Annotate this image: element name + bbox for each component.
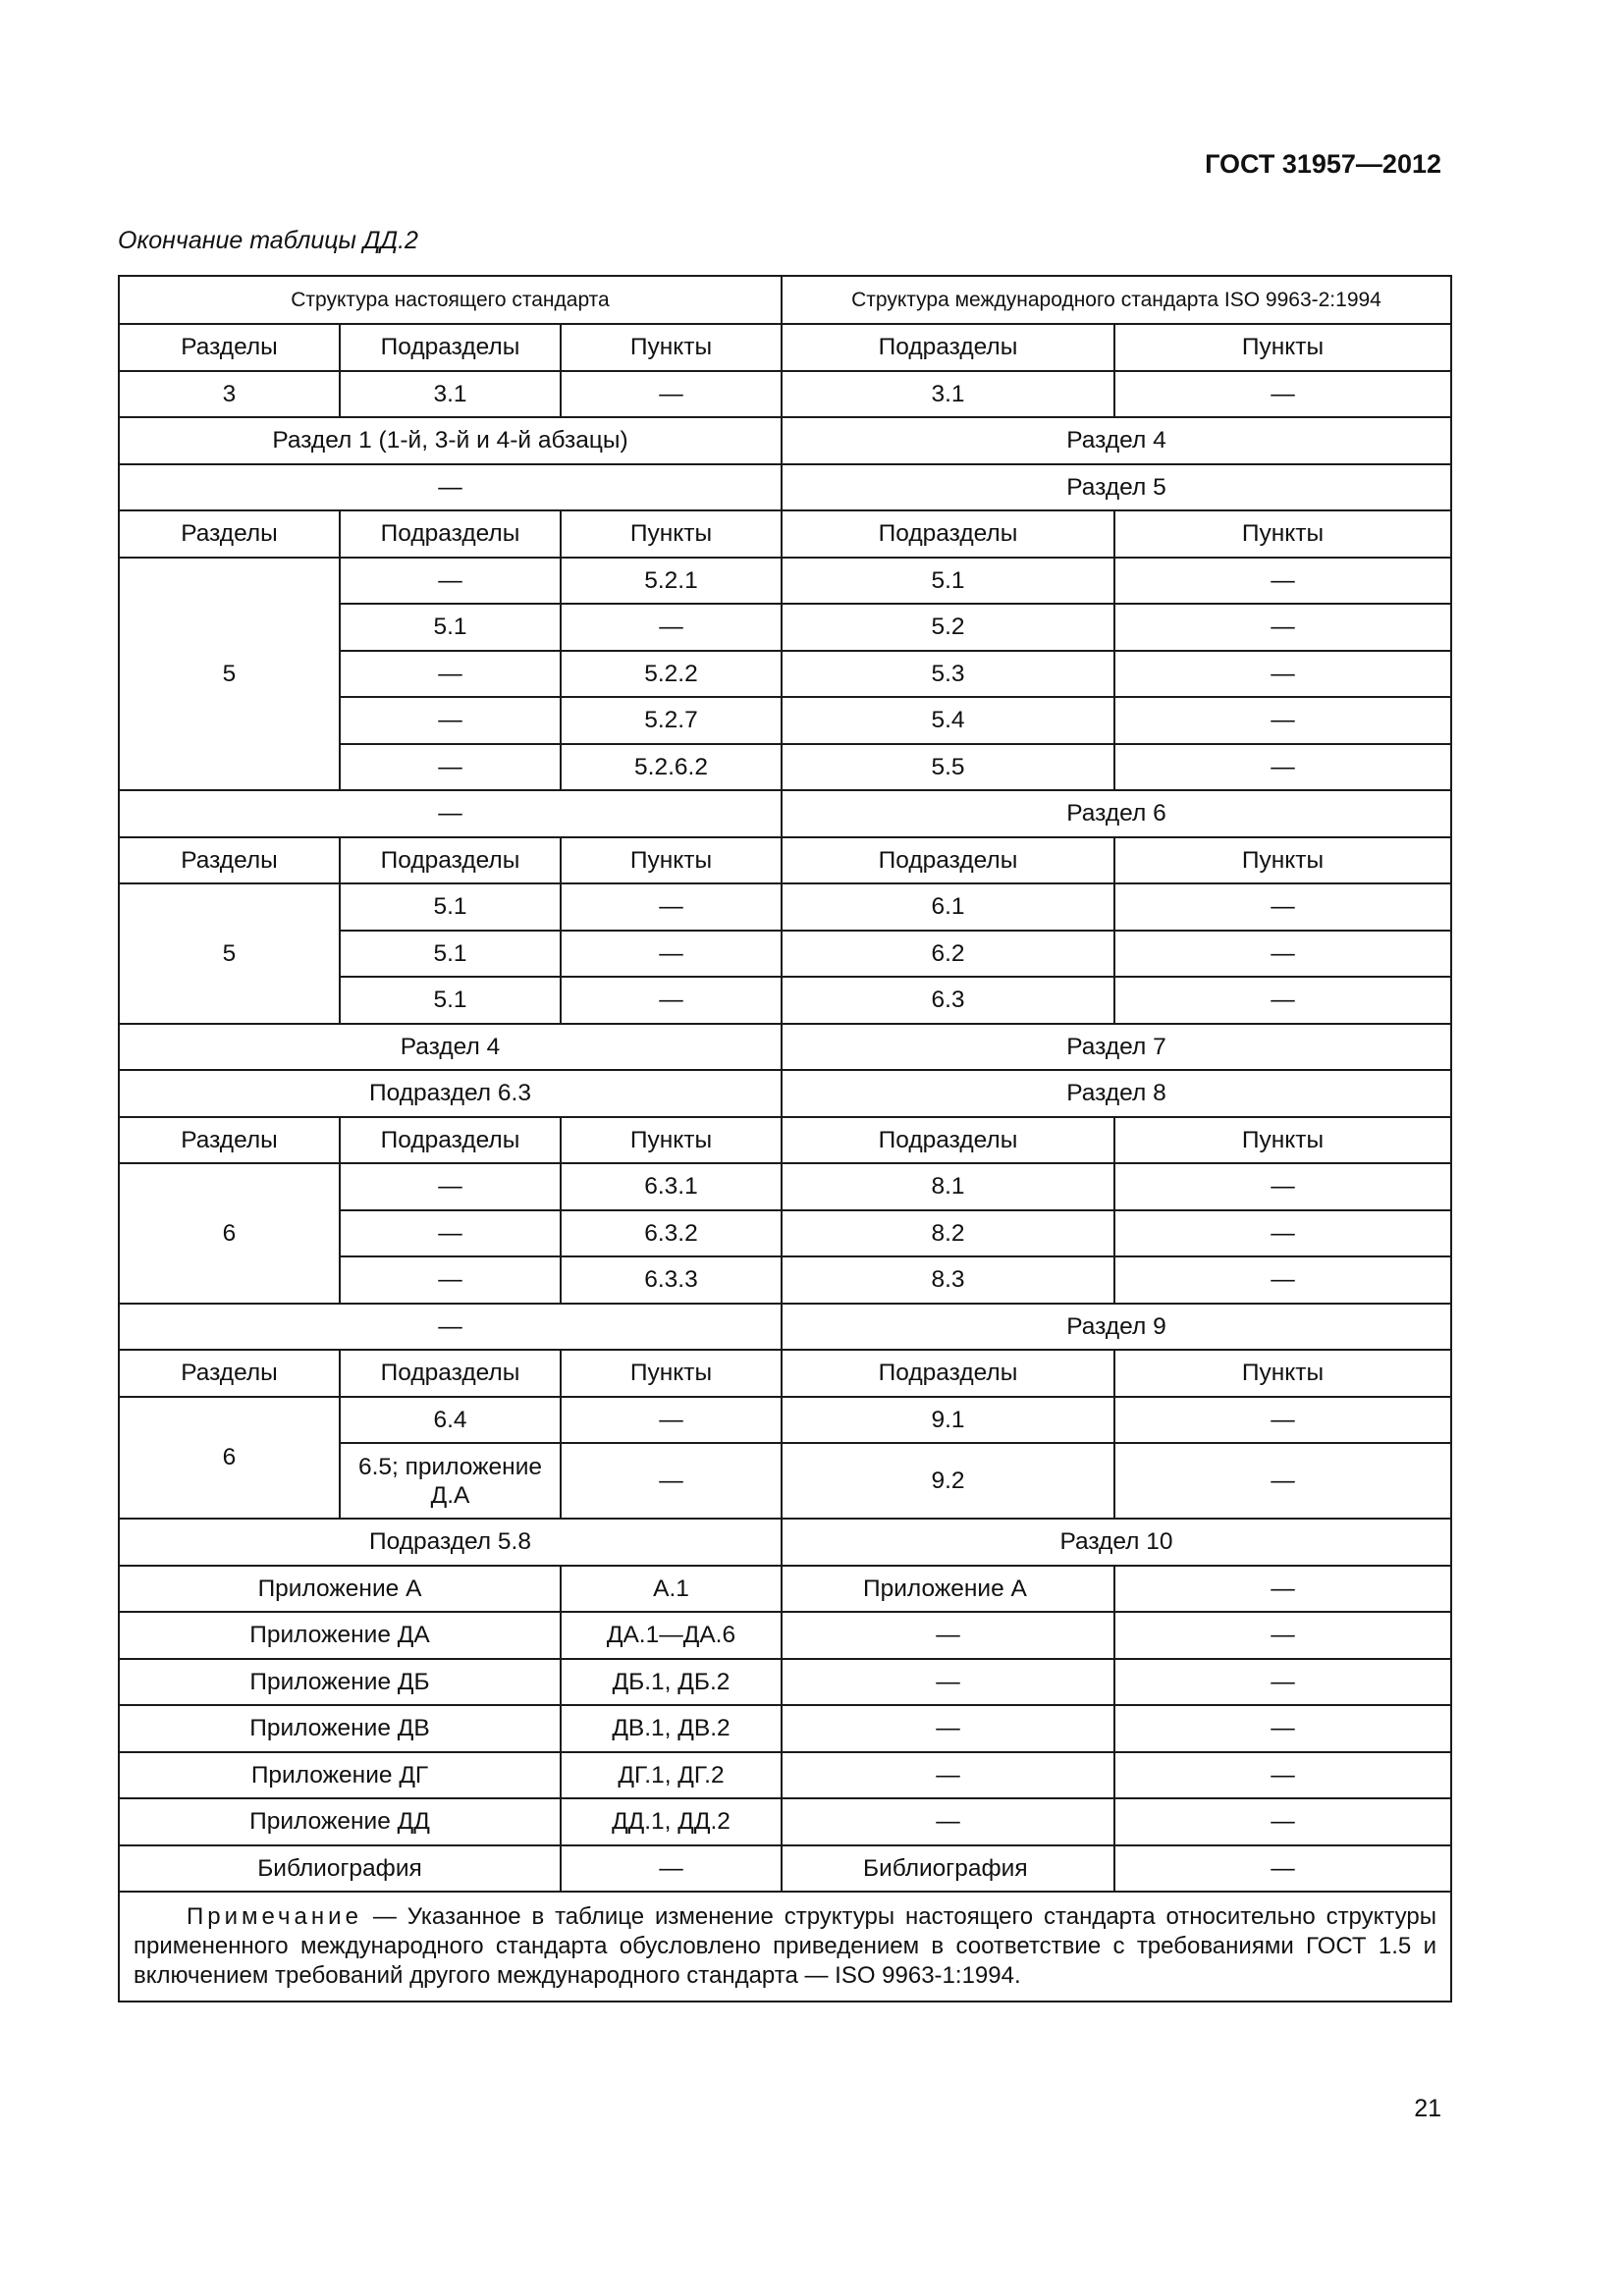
col-subsections-iso: Подразделы xyxy=(782,324,1114,371)
table-cell: 3 xyxy=(119,371,340,418)
annex-row xyxy=(119,1705,1451,1752)
table-cell: 5.5 xyxy=(782,744,1114,791)
span-cell: Раздел 8 xyxy=(782,1070,1451,1117)
col-clauses-iso: Пункты xyxy=(1114,324,1451,371)
table-cell: Библиография xyxy=(119,1845,561,1893)
column-headers-row xyxy=(119,510,1451,558)
table-cell: ДА.1—ДА.6 xyxy=(561,1612,782,1659)
table-cell: — xyxy=(1114,1163,1451,1210)
table-cell: 6.1 xyxy=(782,883,1114,931)
note-label: Примечание xyxy=(187,1903,362,1930)
section-span-row xyxy=(119,1024,1451,1071)
span-cell: Раздел 7 xyxy=(782,1024,1451,1071)
table-cell: — xyxy=(1114,1845,1451,1893)
table-cell: 5.1 xyxy=(782,558,1114,605)
table-cell: — xyxy=(1114,977,1451,1024)
col-subsections: Подразделы xyxy=(340,1117,561,1164)
table-row xyxy=(119,371,1451,418)
col-clauses: Пункты xyxy=(561,1350,782,1397)
table-cell: 5.1 xyxy=(340,977,561,1024)
table-cell: 5.2.7 xyxy=(561,697,782,744)
table-row xyxy=(119,1397,1451,1444)
table-row xyxy=(119,558,1451,605)
col-subsections: Подразделы xyxy=(340,1350,561,1397)
note-row xyxy=(119,1892,1451,2002)
table-cell: — xyxy=(1114,744,1451,791)
table-cell: ДД.1, ДД.2 xyxy=(561,1798,782,1845)
table-cell: — xyxy=(782,1659,1114,1706)
section-span-row xyxy=(119,464,1451,511)
table-cell: Приложение ДБ xyxy=(119,1659,561,1706)
annex-row xyxy=(119,1612,1451,1659)
annex-row xyxy=(119,1566,1451,1613)
span-cell: Раздел 9 xyxy=(782,1304,1451,1351)
table-cell: Приложение ДГ xyxy=(119,1752,561,1799)
column-headers-row xyxy=(119,1350,1451,1397)
table-caption: Окончание таблицы ДД.2 xyxy=(118,227,418,254)
span-cell: Раздел 6 xyxy=(782,790,1451,837)
table-cell: — xyxy=(340,651,561,698)
table-cell: — xyxy=(1114,1210,1451,1257)
table-cell: 6.5; приложение Д.А xyxy=(340,1443,561,1519)
column-headers-row xyxy=(119,1117,1451,1164)
table-cell: — xyxy=(1114,371,1451,418)
table-cell: — xyxy=(1114,1566,1451,1613)
table-cell: — xyxy=(340,558,561,605)
col-sections: Разделы xyxy=(119,837,340,884)
table-cell: Приложение ДВ xyxy=(119,1705,561,1752)
table-cell: Приложение А xyxy=(782,1566,1114,1613)
table-cell: — xyxy=(782,1798,1114,1845)
table-cell: — xyxy=(561,1397,782,1444)
table-cell: — xyxy=(782,1612,1114,1659)
col-sections: Разделы xyxy=(119,510,340,558)
table-cell: 5.1 xyxy=(340,931,561,978)
col-clauses-iso: Пункты xyxy=(1114,837,1451,884)
table-cell: 5.4 xyxy=(782,697,1114,744)
note-text: — Указанное в таблице изменение структуры настоящего стандарта относительно структуры примененного международного стандарта обусловлено приведением в соответствие с требованиями ГОСТ 1.5 и включением требований другого международного стандарта — ISO 9963-1:1994. xyxy=(134,1903,1436,1989)
table-cell: — xyxy=(340,697,561,744)
span-cell: Раздел 10 xyxy=(782,1519,1451,1566)
page-number: 21 xyxy=(1414,2095,1441,2122)
table-cell: — xyxy=(561,931,782,978)
annex-row xyxy=(119,1659,1451,1706)
table-cell: — xyxy=(1114,651,1451,698)
table-cell: — xyxy=(1114,883,1451,931)
col-subsections: Подразделы xyxy=(340,837,561,884)
table-cell: — xyxy=(561,1443,782,1519)
table-cell: — xyxy=(1114,1752,1451,1799)
table-cell: 5.2.6.2 xyxy=(561,744,782,791)
table-cell: 9.2 xyxy=(782,1443,1114,1519)
table-row xyxy=(119,883,1451,931)
col-sections: Разделы xyxy=(119,1117,340,1164)
span-cell: — xyxy=(119,1304,782,1351)
span-cell: Подраздел 6.3 xyxy=(119,1070,782,1117)
table-cell: 5.1 xyxy=(340,604,561,651)
section-span-row xyxy=(119,1070,1451,1117)
document-code: ГОСТ 31957—2012 xyxy=(1205,149,1441,179)
table-cell: — xyxy=(561,371,782,418)
table-cell: — xyxy=(340,1163,561,1210)
table-row xyxy=(119,1163,1451,1210)
table-cell: Приложение ДД xyxy=(119,1798,561,1845)
col-clauses-iso: Пункты xyxy=(1114,1117,1451,1164)
annex-row xyxy=(119,1752,1451,1799)
col-clauses: Пункты xyxy=(561,837,782,884)
table-header-row xyxy=(119,276,1451,324)
header-this-standard: Структура настоящего стандарта xyxy=(119,276,782,324)
table-cell: 8.1 xyxy=(782,1163,1114,1210)
table-cell: ДГ.1, ДГ.2 xyxy=(561,1752,782,1799)
col-clauses-iso: Пункты xyxy=(1114,510,1451,558)
span-cell: Раздел 1 (1-й, 3-й и 4-й абзацы) xyxy=(119,417,782,464)
span-cell: — xyxy=(119,464,782,511)
table-cell: 5.2.1 xyxy=(561,558,782,605)
table-cell: — xyxy=(1114,1659,1451,1706)
table-cell: — xyxy=(1114,1798,1451,1845)
table-cell: — xyxy=(782,1705,1114,1752)
col-clauses: Пункты xyxy=(561,1117,782,1164)
section-span-row xyxy=(119,790,1451,837)
column-headers-row xyxy=(119,324,1451,371)
structure-comparison-table xyxy=(118,275,1452,2002)
table-cell: 6.3.3 xyxy=(561,1256,782,1304)
section-number-cell: 5 xyxy=(119,558,340,791)
section-number-cell: 5 xyxy=(119,883,340,1024)
table-cell: Приложение ДА xyxy=(119,1612,561,1659)
table-cell: — xyxy=(561,1845,782,1893)
span-cell: Раздел 4 xyxy=(782,417,1451,464)
section-number-cell: 6 xyxy=(119,1397,340,1520)
section-span-row xyxy=(119,417,1451,464)
section-span-row xyxy=(119,1519,1451,1566)
table-cell: 3.1 xyxy=(340,371,561,418)
col-subsections: Подразделы xyxy=(340,324,561,371)
span-cell: Раздел 4 xyxy=(119,1024,782,1071)
col-subsections: Подразделы xyxy=(340,510,561,558)
col-sections: Разделы xyxy=(119,1350,340,1397)
header-international-standard: Структура международного стандарта ISO 9963-2:1994 xyxy=(782,276,1451,324)
column-headers-row xyxy=(119,837,1451,884)
table-cell: 3.1 xyxy=(782,371,1114,418)
table-cell: 8.3 xyxy=(782,1256,1114,1304)
span-cell: Подраздел 5.8 xyxy=(119,1519,782,1566)
table-cell: 8.2 xyxy=(782,1210,1114,1257)
col-subsections-iso: Подразделы xyxy=(782,1350,1114,1397)
table-cell: — xyxy=(561,604,782,651)
table-note xyxy=(119,1892,1451,2002)
table-cell: Библиография xyxy=(782,1845,1114,1893)
table-cell: 5.1 xyxy=(340,883,561,931)
col-subsections-iso: Подразделы xyxy=(782,837,1114,884)
table-cell: — xyxy=(1114,604,1451,651)
annex-row xyxy=(119,1845,1451,1893)
table-cell: — xyxy=(782,1752,1114,1799)
table-cell: — xyxy=(340,744,561,791)
col-sections: Разделы xyxy=(119,324,340,371)
table-cell: — xyxy=(340,1210,561,1257)
table-cell: — xyxy=(1114,1397,1451,1444)
table-cell: — xyxy=(561,977,782,1024)
table-cell: 6.3 xyxy=(782,977,1114,1024)
section-number-cell: 6 xyxy=(119,1163,340,1304)
table-cell: 6.2 xyxy=(782,931,1114,978)
table-cell: — xyxy=(1114,1612,1451,1659)
table-cell: 9.1 xyxy=(782,1397,1114,1444)
span-cell: Раздел 5 xyxy=(782,464,1451,511)
col-subsections-iso: Подразделы xyxy=(782,1117,1114,1164)
table-cell: — xyxy=(1114,1443,1451,1519)
section-span-row xyxy=(119,1304,1451,1351)
table-cell: — xyxy=(1114,1256,1451,1304)
table-cell: А.1 xyxy=(561,1566,782,1613)
col-subsections-iso: Подразделы xyxy=(782,510,1114,558)
table-cell: ДВ.1, ДВ.2 xyxy=(561,1705,782,1752)
table-cell: 5.2 xyxy=(782,604,1114,651)
table-cell: — xyxy=(340,1256,561,1304)
table-cell: — xyxy=(561,883,782,931)
annex-row xyxy=(119,1798,1451,1845)
table-cell: — xyxy=(1114,931,1451,978)
table-cell: 5.3 xyxy=(782,651,1114,698)
table-cell: Приложение А xyxy=(119,1566,561,1613)
col-clauses-iso: Пункты xyxy=(1114,1350,1451,1397)
table-cell: — xyxy=(1114,1705,1451,1752)
table-cell: — xyxy=(1114,697,1451,744)
table-cell: 6.3.2 xyxy=(561,1210,782,1257)
col-clauses: Пункты xyxy=(561,510,782,558)
col-clauses: Пункты xyxy=(561,324,782,371)
table-cell: 5.2.2 xyxy=(561,651,782,698)
table-cell: — xyxy=(1114,558,1451,605)
table-cell: 6.3.1 xyxy=(561,1163,782,1210)
span-cell: — xyxy=(119,790,782,837)
table-cell: 6.4 xyxy=(340,1397,561,1444)
table-cell: ДБ.1, ДБ.2 xyxy=(561,1659,782,1706)
